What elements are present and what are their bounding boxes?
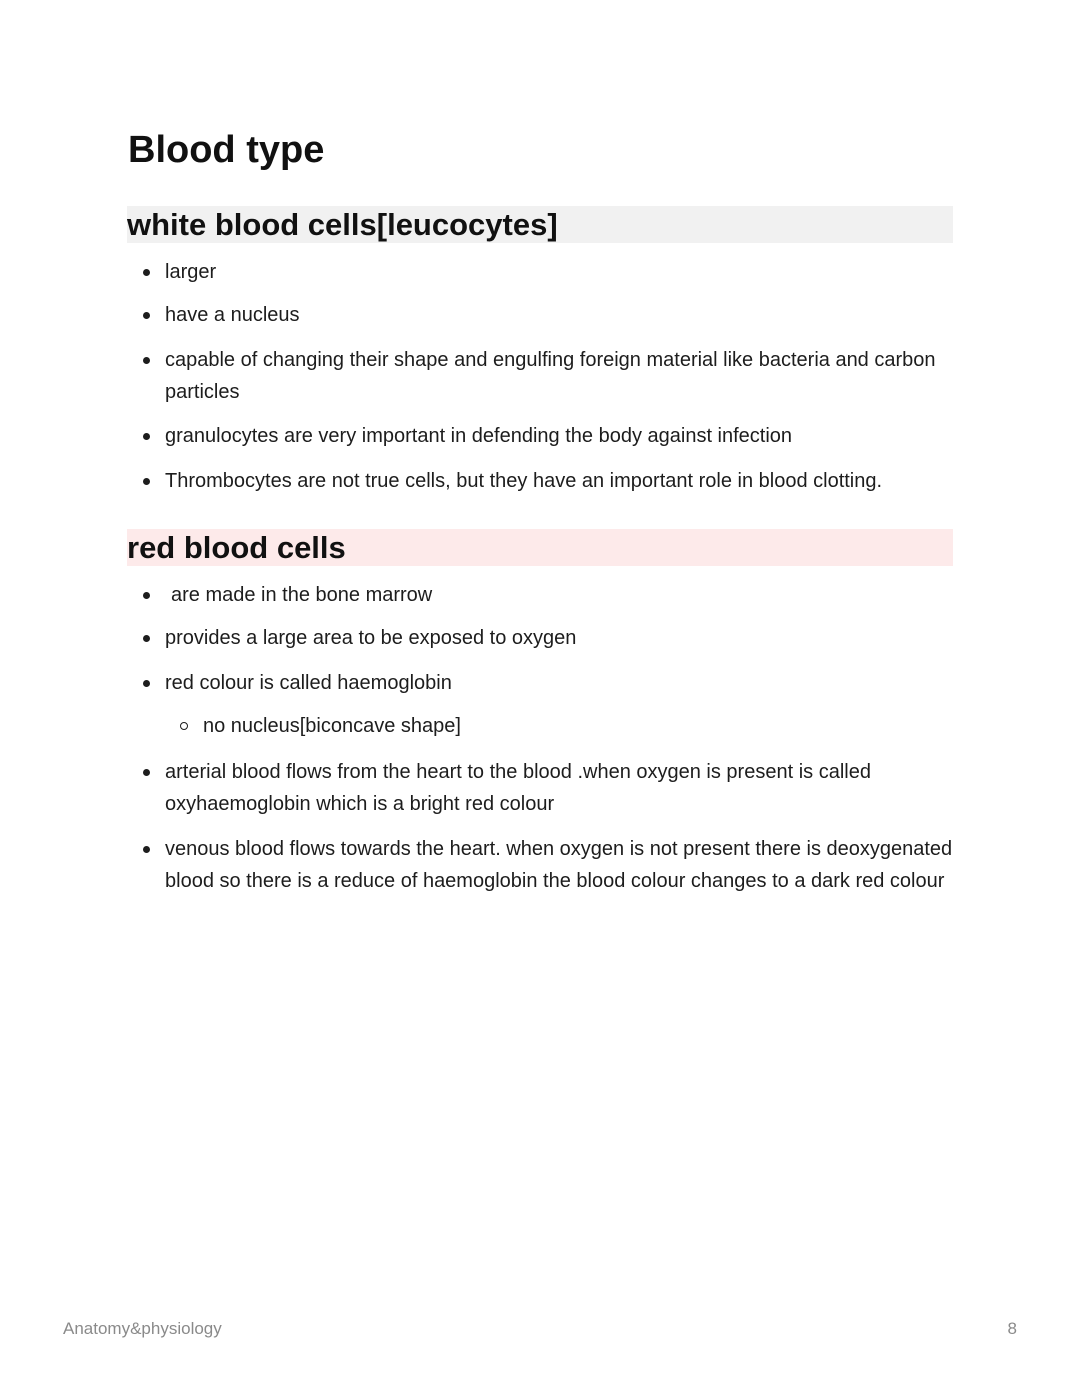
list-item <box>165 420 955 452</box>
list-item <box>165 667 955 699</box>
list-item-text: capable of changing their shape and engulfing foreign material like bacteria and carbon particles <box>165 349 936 403</box>
list-item-text: no nucleus[biconcave shape] <box>203 715 461 737</box>
list-item-text: venous blood flows towards the heart. when oxygen is not present there is deoxygenated blood so there is a reduce of haemoglobin the blood colour changes to a dark red colour <box>165 838 953 892</box>
bullet-icon <box>143 680 150 687</box>
list-item <box>165 833 955 897</box>
bullet-icon <box>143 635 150 642</box>
footer-subject: Anatomy&physiology <box>63 1319 222 1338</box>
page-title: Blood type <box>128 129 325 171</box>
bullet-icon <box>143 846 150 853</box>
bullet-icon <box>143 769 150 776</box>
list-item <box>165 756 955 820</box>
list-item <box>165 299 955 331</box>
bullet-icon <box>143 433 150 440</box>
section-heading-white-blood-cells: white blood cells[leucocytes] <box>127 206 953 243</box>
list-item-text: have a nucleus <box>165 304 300 326</box>
list-item-text: arterial blood flows from the heart to the blood .when oxygen is present is called oxyhaemoglobin which is a bright red colour <box>165 761 871 815</box>
list-item <box>165 622 955 654</box>
list-item <box>165 579 955 611</box>
list-item-text: granulocytes are very important in defending the body against infection <box>165 425 793 447</box>
list-item-text: are made in the bone marrow <box>171 584 433 606</box>
bullet-icon <box>143 478 150 485</box>
section-heading-red-blood-cells: red blood cells <box>127 529 953 566</box>
bullet-icon <box>143 312 150 319</box>
list-item <box>165 256 955 288</box>
list-item-text: red colour is called haemoglobin <box>165 672 452 694</box>
footer-page-number: 8 <box>1007 1319 1017 1338</box>
bullet-icon <box>143 269 150 276</box>
list-item-text: Thrombocytes are not true cells, but they have an important role in blood clotting. <box>165 470 883 492</box>
sub-list-item <box>203 710 953 742</box>
bullet-icon <box>143 357 150 364</box>
hollow-bullet-icon <box>180 722 188 730</box>
bullet-icon <box>143 592 150 599</box>
list-item-text: provides a large area to be exposed to oxygen <box>165 627 577 649</box>
list-item <box>165 344 955 408</box>
list-item-text: larger <box>165 261 217 283</box>
list-item <box>165 465 955 497</box>
